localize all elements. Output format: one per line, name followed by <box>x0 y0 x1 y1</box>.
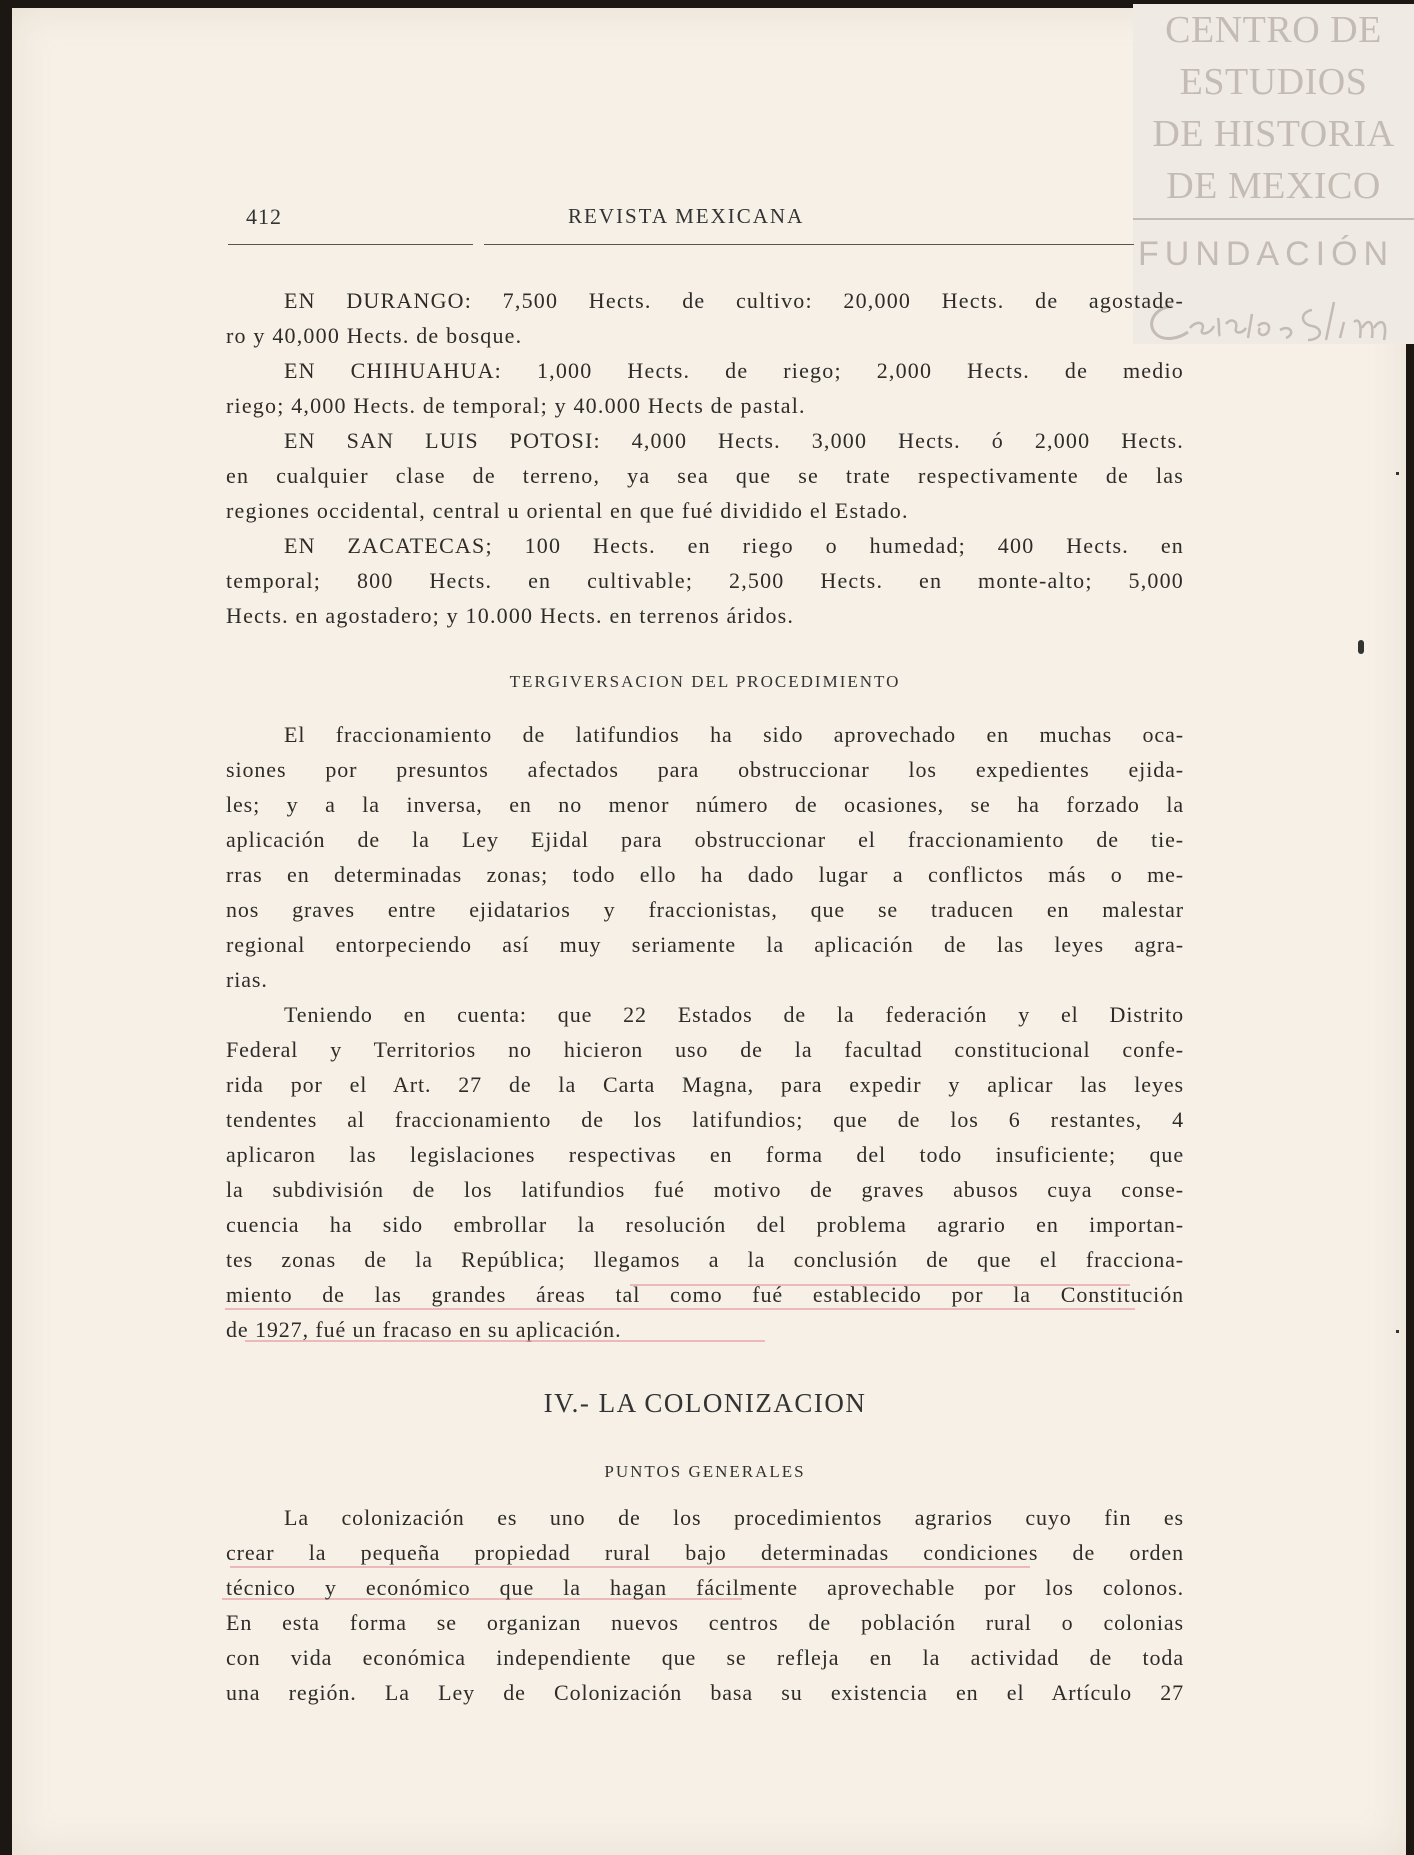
running-header: REVISTA MEXICANA <box>568 204 805 228</box>
text-line: EN CHIHUAHUA: 1,000 Hects. de riego; 2,000 Hects. de medio <box>284 358 1184 383</box>
stamp-divider <box>1133 218 1414 220</box>
text-line: de 1927, fué un fracaso en su aplicación. <box>226 1317 622 1342</box>
text-line: temporal; 800 Hects. en cultivable; 2,500 Hects. en monte-alto; 5,000 <box>226 568 1184 593</box>
text-line: rras en determinadas zonas; todo ello ha dado lugar a conflictos más o me- <box>226 862 1184 887</box>
header-rule-right <box>484 244 1134 245</box>
margin-speck <box>1396 472 1399 475</box>
text-line: aplicación de la Ley Ejidal para obstruccionar el fraccionamiento de tie- <box>226 827 1184 852</box>
stamp-line-1: CENTRO DE <box>1165 9 1382 51</box>
stamp-line-4: DE MEXICO <box>1166 165 1381 207</box>
text-line: ro y 40,000 Hects. de bosque. <box>226 323 523 348</box>
text-line: Federal y Territorios no hicieron uso de la facultad constitucional confe- <box>226 1037 1184 1062</box>
text-line: una región. La Ley de Colonización basa su existencia en el Artículo 27 <box>226 1680 1184 1705</box>
text-line: Teniendo en cuenta: que 22 Estados de la federación y el Distrito <box>284 1002 1184 1027</box>
stamp-line-2: ESTUDIOS <box>1179 61 1368 103</box>
text-line: siones por presuntos afectados para obstruccionar los expedientes ejida- <box>226 757 1184 782</box>
text-line: crear la pequeña propiedad rural bajo determinadas condiciones de orden <box>226 1540 1184 1565</box>
section-heading-tergiversacion: TERGIVERSACION DEL PROCEDIMIENTO <box>509 672 901 691</box>
text-line: nos graves entre ejidatarios y fraccionistas, que se traducen en malestar <box>226 897 1184 922</box>
stamp-line-3: DE HISTORIA <box>1152 113 1395 155</box>
text-line: rida por el Art. 27 de la Carta Magna, para expedir y aplicar las leyes <box>226 1072 1184 1097</box>
chapter-heading: IV.- LA COLONIZACION <box>543 1388 867 1418</box>
paragraph-tergiversacion <box>226 717 1184 997</box>
pencil-underline <box>225 1308 1135 1310</box>
paragraph-conclusion <box>226 997 1184 1347</box>
text-line: EN ZACATECAS; 100 Hects. en riego o humedad; 400 Hects. en <box>284 533 1184 558</box>
text-line: Hects. en agostadero; y 10.000 Hects. en terrenos áridos. <box>226 603 795 628</box>
text-line: aplicaron las legislaciones respectivas en forma del todo insuficiente; que <box>226 1142 1184 1167</box>
text-line: riego; 4,000 Hects. de temporal; y 40.000 Hects de pastal. <box>226 393 806 418</box>
text-line: rias. <box>226 967 268 992</box>
states-hectares-list <box>226 283 1184 633</box>
section-heading-puntos-generales: PUNTOS GENERALES <box>604 1462 806 1481</box>
text-line: tendentes al fraccionamiento de los latifundios; que de los 6 restantes, 4 <box>226 1107 1184 1132</box>
text-line: técnico y económico que la hagan fácilmente aprovechable por los colonos. <box>226 1575 1184 1600</box>
margin-speck <box>1358 640 1364 654</box>
text-line: la subdivisión de los latifundios fué motivo de graves abusos cuya conse- <box>226 1177 1184 1202</box>
pencil-underline <box>245 1340 765 1342</box>
text-line: regiones occidental, central u oriental en que fué dividido el Estado. <box>226 498 909 523</box>
text-line: con vida económica independiente que se refleja en la actividad de toda <box>226 1645 1184 1670</box>
header-rule-left <box>228 244 473 245</box>
paragraph-colonizacion <box>226 1500 1184 1710</box>
text-line: tes zonas de la República; llegamos a la conclusión de que el fracciona- <box>226 1247 1184 1272</box>
text-line: La colonización es uno de los procedimientos agrarios cuyo fin es <box>284 1505 1184 1530</box>
text-line: en cualquier clase de terreno, ya sea que se trate respectivamente de las <box>226 463 1184 488</box>
text-line: cuencia ha sido embrollar la resolución del problema agrario en importan- <box>226 1212 1184 1237</box>
pencil-underline <box>630 1284 1130 1286</box>
text-line: En esta forma se organizan nuevos centros de población rural o colonias <box>226 1610 1184 1635</box>
page-number: 412 <box>246 204 282 229</box>
text-line: EN DURANGO: 7,500 Hects. de cultivo: 20,000 Hects. de agostade- <box>284 288 1184 313</box>
text-line: EN SAN LUIS POTOSI: 4,000 Hects. 3,000 Hects. ó 2,000 Hects. <box>284 428 1184 453</box>
text-line: regional entorpeciendo así muy seriamente la aplicación de las leyes agra- <box>226 932 1184 957</box>
text-line: les; y a la inversa, en no menor número de ocasiones, se ha forzado la <box>226 792 1184 817</box>
text-line: miento de las grandes áreas tal como fué establecido por la Constitución <box>226 1282 1184 1307</box>
margin-speck <box>1396 1330 1399 1333</box>
stamp-fundacion: FUNDACIÓN <box>1138 235 1395 273</box>
text-line: El fraccionamiento de latifundios ha sido aprovechado en muchas oca- <box>284 722 1184 747</box>
